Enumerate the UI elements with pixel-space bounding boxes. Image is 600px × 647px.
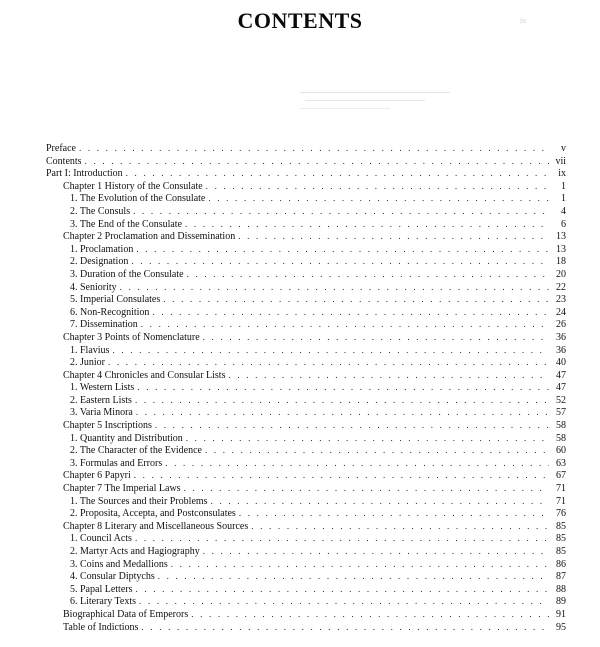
toc-entry-page: v (561, 143, 566, 154)
toc-entry-label: 2. Proposita, Accepta, and Postconsulates (70, 508, 236, 520)
toc-entry (46, 394, 566, 407)
dot-leader (211, 495, 549, 508)
toc-entry-page: 89 (556, 596, 566, 608)
toc-entry-label: 2. Junior (70, 357, 105, 369)
toc-entry-label: 1. Quantity and Distribution (70, 432, 183, 444)
toc-entry-label: Chapter 4 Chronicles and Consular Lists (63, 369, 226, 381)
dot-leader (158, 570, 549, 583)
toc-entry-page: 24 (556, 306, 566, 318)
toc-entry (46, 192, 566, 205)
toc-entry (46, 293, 566, 306)
dot-leader (136, 406, 549, 419)
dot-leader (152, 306, 549, 319)
toc-entry (46, 520, 566, 533)
toc-entry-label: 3. The End of the Consulate (70, 218, 183, 230)
toc-entry-page: 63 (556, 457, 566, 469)
toc-entry (46, 444, 566, 457)
toc-entry-page: 91 (556, 608, 566, 620)
toc-entry-page: 1 (561, 193, 566, 205)
toc-entry-label: 3. Varia Minora (70, 407, 133, 419)
toc-entry-page: 67 (556, 470, 566, 482)
dot-leader (79, 142, 549, 155)
toc-entry (46, 344, 566, 357)
dot-leader (135, 583, 549, 596)
dot-leader (239, 507, 549, 520)
dot-leader (203, 331, 549, 344)
toc-entry (46, 532, 566, 545)
dot-leader (135, 394, 549, 407)
dot-leader (155, 419, 549, 432)
toc-entry-label: Contents (46, 155, 82, 167)
dot-leader (126, 167, 549, 180)
toc-entry-label: Preface (46, 143, 76, 154)
toc-entry-label: 1. Western Lists (70, 382, 135, 394)
toc-entry-page: 57 (556, 407, 566, 419)
toc-entry (46, 621, 566, 634)
toc-entry (46, 142, 566, 155)
toc-entry (46, 406, 566, 419)
toc-entry (46, 545, 566, 558)
toc-entry-label: 2. Eastern Lists (70, 394, 132, 406)
toc-entry-page: 18 (556, 256, 566, 268)
toc-entry-page: ix (558, 168, 566, 180)
toc-entry (46, 369, 566, 382)
toc-entry-page: 20 (556, 268, 566, 280)
toc-entry (46, 432, 566, 445)
dot-leader (228, 369, 549, 382)
toc-entry-label: Chapter 2 Proclamation and Dissemination (63, 231, 236, 243)
bleed-through-line (300, 108, 390, 115)
dot-leader (238, 230, 549, 243)
toc-entry-page: 71 (556, 495, 566, 507)
toc-entry-label: 7. Dissemination (70, 319, 138, 331)
toc-entry-label: Chapter 8 Literary and Miscellaneous Sources (63, 520, 249, 532)
dot-leader (131, 255, 549, 268)
toc-entry (46, 306, 566, 319)
toc-entry-label: Chapter 5 Inscriptions (63, 420, 152, 432)
toc-entry-label: 2. Martyr Acts and Hagiography (70, 546, 200, 557)
toc-entry-page: 71 (556, 483, 566, 495)
toc-entry (46, 558, 566, 571)
dot-leader (186, 432, 549, 445)
toc-entry-label: 1. The Evolution of the Consulate (70, 193, 206, 205)
toc-entry (46, 268, 566, 281)
toc-entry-label: 6. Literary Texts (70, 596, 137, 608)
toc-entry (46, 243, 566, 256)
dot-leader (187, 268, 549, 281)
toc-entry-label: 4. Seniority (70, 281, 117, 293)
toc-entry (46, 495, 566, 508)
toc-entry-page: 88 (556, 583, 566, 595)
dot-leader (185, 218, 549, 231)
toc-entry-label: Biographical Data of Emperors (63, 608, 189, 620)
toc-entry-label: 3. Duration of the Consulate (70, 268, 184, 280)
toc-entry (46, 381, 566, 394)
dot-leader (165, 457, 549, 470)
toc-entry (46, 318, 566, 331)
toc-entry-page: 58 (556, 420, 566, 432)
dot-leader (112, 344, 549, 357)
toc-entry-label: 5. Imperial Consulates (70, 294, 161, 306)
toc-entry (46, 218, 566, 231)
toc-entry (46, 482, 566, 495)
toc-entry (46, 457, 566, 470)
toc-entry-page: 47 (556, 382, 566, 394)
toc-entry (46, 507, 566, 520)
toc-entry (46, 205, 566, 218)
dot-leader (184, 482, 549, 495)
dot-leader (135, 532, 549, 545)
toc-entry (46, 180, 566, 193)
toc-entry-page: 36 (556, 344, 566, 356)
toc-entry-label: Chapter 1 History of the Consulate (63, 180, 203, 192)
toc-entry-label: Table of Indictions (63, 621, 139, 633)
dot-leader (134, 469, 549, 482)
dot-leader (205, 444, 549, 457)
dot-leader (120, 281, 549, 294)
toc-entry (46, 155, 566, 168)
toc-entry-label: Part I: Introduction (46, 168, 123, 180)
toc-entry-label: 4. Consular Diptychs (70, 571, 155, 583)
dot-leader (133, 205, 549, 218)
toc-entry-page: 40 (556, 357, 566, 369)
toc-entry (46, 469, 566, 482)
toc-entry-page: 23 (556, 294, 566, 306)
toc-entry-label: 2. The Consuls (70, 205, 131, 217)
toc-entry (46, 331, 566, 344)
dot-leader (108, 356, 549, 369)
toc-entry-page: 47 (556, 369, 566, 381)
toc-entry-page: 85 (556, 546, 566, 557)
toc-entry (46, 419, 566, 432)
page-title: CONTENTS (237, 8, 363, 33)
bleed-through-corner-mark: ix (520, 16, 527, 25)
toc-entry-label: Chapter 6 Papyri (63, 470, 131, 482)
toc-entry-page: 86 (556, 558, 566, 570)
bleed-through-line (305, 100, 425, 107)
toc-entry-label: 3. Formulas and Errors (70, 457, 163, 469)
dot-leader (171, 558, 549, 571)
toc-entry (46, 583, 566, 596)
toc-entry-page: 95 (556, 621, 566, 633)
dot-leader (191, 608, 549, 621)
toc-entry-page: 85 (556, 533, 566, 545)
toc-entry (46, 608, 566, 621)
toc-entry-label: 1. Flavius (70, 344, 110, 356)
toc-entry-label: 6. Non-Recognition (70, 306, 150, 318)
toc-entry (46, 255, 566, 268)
toc-entry-page: 13 (556, 243, 566, 255)
toc-entry-page: 85 (556, 520, 566, 532)
toc-entry-page: 36 (556, 331, 566, 343)
toc-entry-page: 26 (556, 319, 566, 331)
toc-entry-label: 1. Council Acts (70, 533, 132, 545)
toc-entry-page: 22 (556, 281, 566, 293)
toc-entry-label: 1. Proclamation (70, 243, 134, 255)
toc-entry-page: 52 (556, 394, 566, 406)
toc-entry-label: Chapter 3 Points of Nomenclature (63, 331, 200, 343)
toc-entry-label: 2. The Character of the Evidence (70, 445, 202, 457)
dot-leader (163, 293, 549, 306)
toc-entry-label: 2. Designation (70, 256, 129, 268)
toc-entry-label: 5. Papal Letters (70, 583, 133, 595)
toc-entry-page: 6 (561, 218, 566, 230)
toc-entry (46, 167, 566, 180)
dot-leader (203, 545, 549, 558)
dot-leader (139, 595, 549, 608)
toc-entry-page: 1 (561, 180, 566, 192)
toc-entry-page: 76 (556, 508, 566, 520)
toc-entry (46, 281, 566, 294)
dot-leader (136, 243, 549, 256)
toc-entry-label: 1. The Sources and their Problems (70, 495, 208, 507)
toc-entry-page: 60 (556, 445, 566, 457)
toc-entry-page: 58 (556, 432, 566, 444)
dot-leader (141, 621, 549, 634)
dot-leader (137, 381, 549, 394)
toc-entry (46, 595, 566, 608)
dot-leader (85, 155, 549, 168)
dot-leader (208, 192, 549, 205)
dot-leader (251, 520, 549, 533)
toc-entry-page: 4 (561, 205, 566, 217)
toc-entry-page: 87 (556, 571, 566, 583)
toc-entry-label: 3. Coins and Medallions (70, 558, 168, 570)
toc-entry (46, 230, 566, 243)
dot-leader (141, 318, 549, 331)
toc-entry (46, 570, 566, 583)
dot-leader (206, 180, 549, 193)
toc-entry-page: vii (555, 155, 566, 167)
toc-entry (46, 356, 566, 369)
toc-entry-label: Chapter 7 The Imperial Laws (63, 483, 181, 495)
toc-entry-page: 13 (556, 231, 566, 243)
table-of-contents (46, 142, 566, 633)
